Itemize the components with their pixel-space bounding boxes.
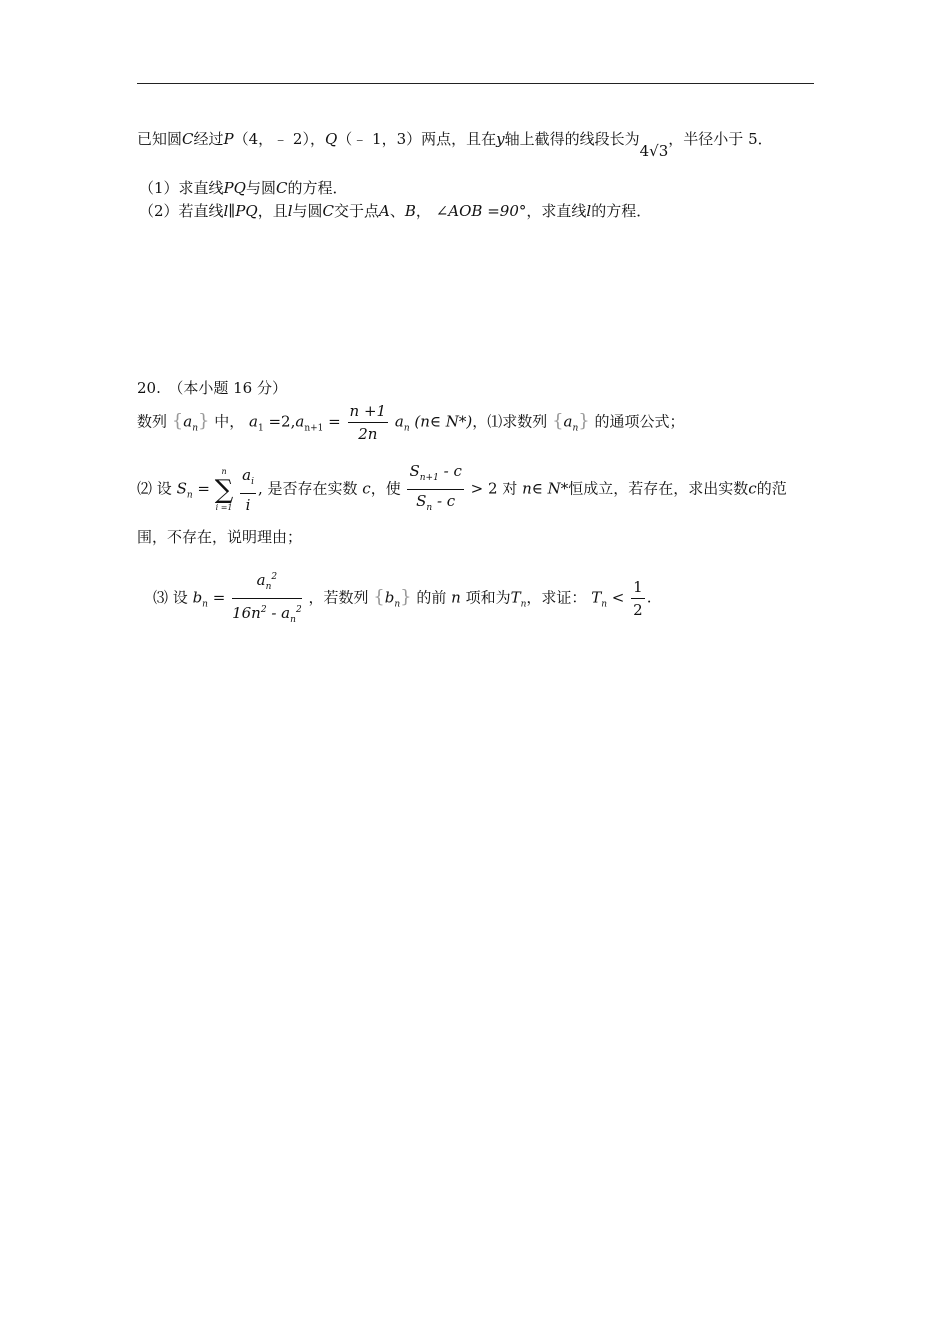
var-b: b: [192, 588, 203, 607]
text: =: [192, 479, 210, 498]
text: 的方程．: [591, 202, 652, 220]
denominator: i: [245, 495, 251, 514]
subscript: n: [403, 423, 410, 434]
var-n: n: [451, 588, 461, 607]
var-a: a: [295, 412, 305, 431]
q19-part2: [139, 200, 651, 221]
subscript: n: [572, 423, 579, 434]
superscript: 2: [260, 605, 267, 615]
numerator: [407, 460, 463, 490]
text: 已知圆: [137, 130, 183, 148]
var-a: a: [242, 465, 252, 484]
text: （1）求直线: [139, 179, 224, 197]
text: ，⑴求数列: [472, 412, 548, 431]
var-c: c: [362, 479, 371, 498]
subscript: n: [202, 599, 208, 610]
denominator: [232, 599, 302, 631]
q20-line2: [137, 460, 787, 519]
text: 恒成立，若存在，求出实数: [568, 479, 749, 498]
denominator: 2n: [358, 425, 378, 443]
var-s: S: [416, 492, 427, 510]
q20-line1: [137, 400, 685, 445]
subscript: n: [265, 582, 272, 592]
numerator: n +1: [348, 400, 389, 423]
text: ，半径小于 5．: [668, 130, 773, 148]
text: 的前: [416, 588, 447, 607]
parallel-symbol: ∥: [228, 202, 236, 220]
q19-part1: [139, 177, 347, 198]
fraction: [407, 460, 463, 519]
fraction: [232, 566, 302, 631]
superscript: 2: [295, 605, 302, 615]
superscript: 2: [271, 572, 278, 582]
text: 项和为: [465, 588, 511, 607]
point-p-coord: （4，﹣ 2），: [233, 130, 325, 148]
brace: }: [578, 410, 590, 432]
var-b: B: [404, 202, 416, 220]
denominator: [407, 490, 463, 519]
sum-upper: n: [221, 466, 227, 476]
var-a: a: [256, 571, 266, 589]
var-t: T: [591, 588, 602, 607]
text: - c: [438, 462, 462, 480]
var-l: l: [586, 202, 592, 220]
text: - c: [432, 492, 456, 510]
subscript: n+1: [304, 423, 324, 434]
var-c: C: [182, 130, 194, 148]
q20-line4: [153, 566, 651, 631]
text: （2）若直线: [139, 202, 224, 220]
subscript: n: [186, 490, 193, 501]
var-a: a: [183, 412, 193, 431]
text: 16n: [232, 604, 261, 622]
condition: n∈ N*: [522, 479, 569, 498]
text: =: [323, 412, 341, 431]
brace: {: [171, 410, 184, 432]
brace: }: [400, 586, 412, 608]
brace: }: [198, 410, 210, 432]
q20-line3: 围，不存在，说明理由；: [137, 528, 303, 546]
subscript: n: [394, 599, 401, 610]
text: 的方程．: [287, 179, 348, 197]
var-a: a: [563, 412, 573, 431]
var-p: P: [223, 130, 234, 148]
q20-header: 20. （本小题 16 分）: [137, 379, 287, 397]
text: 的范: [756, 479, 787, 498]
point-q-coord: （﹣ 1，3）两点，且在: [337, 130, 497, 148]
denominator: 2: [633, 601, 643, 619]
text: ，: [415, 202, 431, 220]
text: ，若数列: [308, 588, 369, 607]
var-a: A: [379, 202, 390, 220]
text: 与圆: [245, 179, 276, 197]
text: .: [646, 588, 652, 607]
text: 数列: [137, 412, 168, 431]
text: ⑵ 设: [137, 479, 172, 498]
subscript: 1: [257, 423, 264, 434]
fraction: [631, 576, 645, 621]
header-rule: [137, 83, 814, 84]
var-pq: PQ: [235, 202, 258, 220]
subscript: n: [290, 615, 296, 625]
var-l: l: [287, 202, 293, 220]
fraction: [348, 400, 389, 445]
angle-condition: ∠AOB =90°: [435, 202, 527, 220]
text: ，求证：: [526, 588, 587, 607]
text: ，求直线: [526, 202, 587, 220]
numerator: 1: [631, 576, 645, 599]
subscript: i: [251, 476, 254, 487]
sigma-symbol: ∑: [214, 474, 234, 505]
text: , 是否存在实数: [257, 479, 358, 498]
brace: {: [552, 410, 564, 432]
subscript: n: [520, 599, 527, 610]
var-c: c: [748, 479, 757, 498]
text: 经过: [193, 130, 224, 148]
text: - a: [266, 604, 291, 622]
q19-stem: [137, 128, 773, 160]
numerator: [232, 566, 302, 599]
text: ，使: [370, 479, 401, 498]
var-s: S: [409, 462, 420, 480]
subscript: n: [601, 599, 608, 610]
text: <: [607, 588, 625, 607]
var-s: S: [176, 479, 187, 498]
text: 与圆: [292, 202, 323, 220]
numerator: [240, 464, 256, 494]
var-a: a: [249, 412, 258, 431]
var-b: b: [384, 588, 395, 607]
subscript: n: [426, 503, 433, 513]
text: =2,: [263, 412, 296, 431]
subscript: n+1: [419, 473, 439, 483]
var-y: y: [496, 130, 505, 148]
subscript: n: [192, 423, 198, 434]
var-l: l: [223, 202, 229, 220]
text: 交于点: [334, 202, 380, 220]
text: 的通项公式；: [594, 412, 685, 431]
sum-lower: i =1: [215, 502, 233, 512]
chord-length: 4√3: [639, 142, 669, 160]
text: ⑶ 设: [153, 588, 188, 607]
text: 轴上截得的线段长为: [504, 130, 640, 148]
var-q: Q: [324, 130, 338, 148]
var-t: T: [510, 588, 521, 607]
text: 中，: [214, 412, 245, 431]
brace: {: [373, 586, 385, 608]
text: 对: [502, 479, 518, 498]
var-pq: PQ: [223, 179, 246, 197]
text: > 2: [470, 479, 498, 498]
fraction: [240, 464, 256, 516]
text: 、: [389, 202, 405, 220]
text: ，且: [257, 202, 288, 220]
summation: [215, 466, 234, 514]
var-c: C: [322, 202, 335, 220]
condition: (n∈ N*): [414, 412, 473, 431]
text: =: [207, 588, 226, 607]
var-a: a: [394, 412, 404, 431]
var-c: C: [275, 179, 288, 197]
